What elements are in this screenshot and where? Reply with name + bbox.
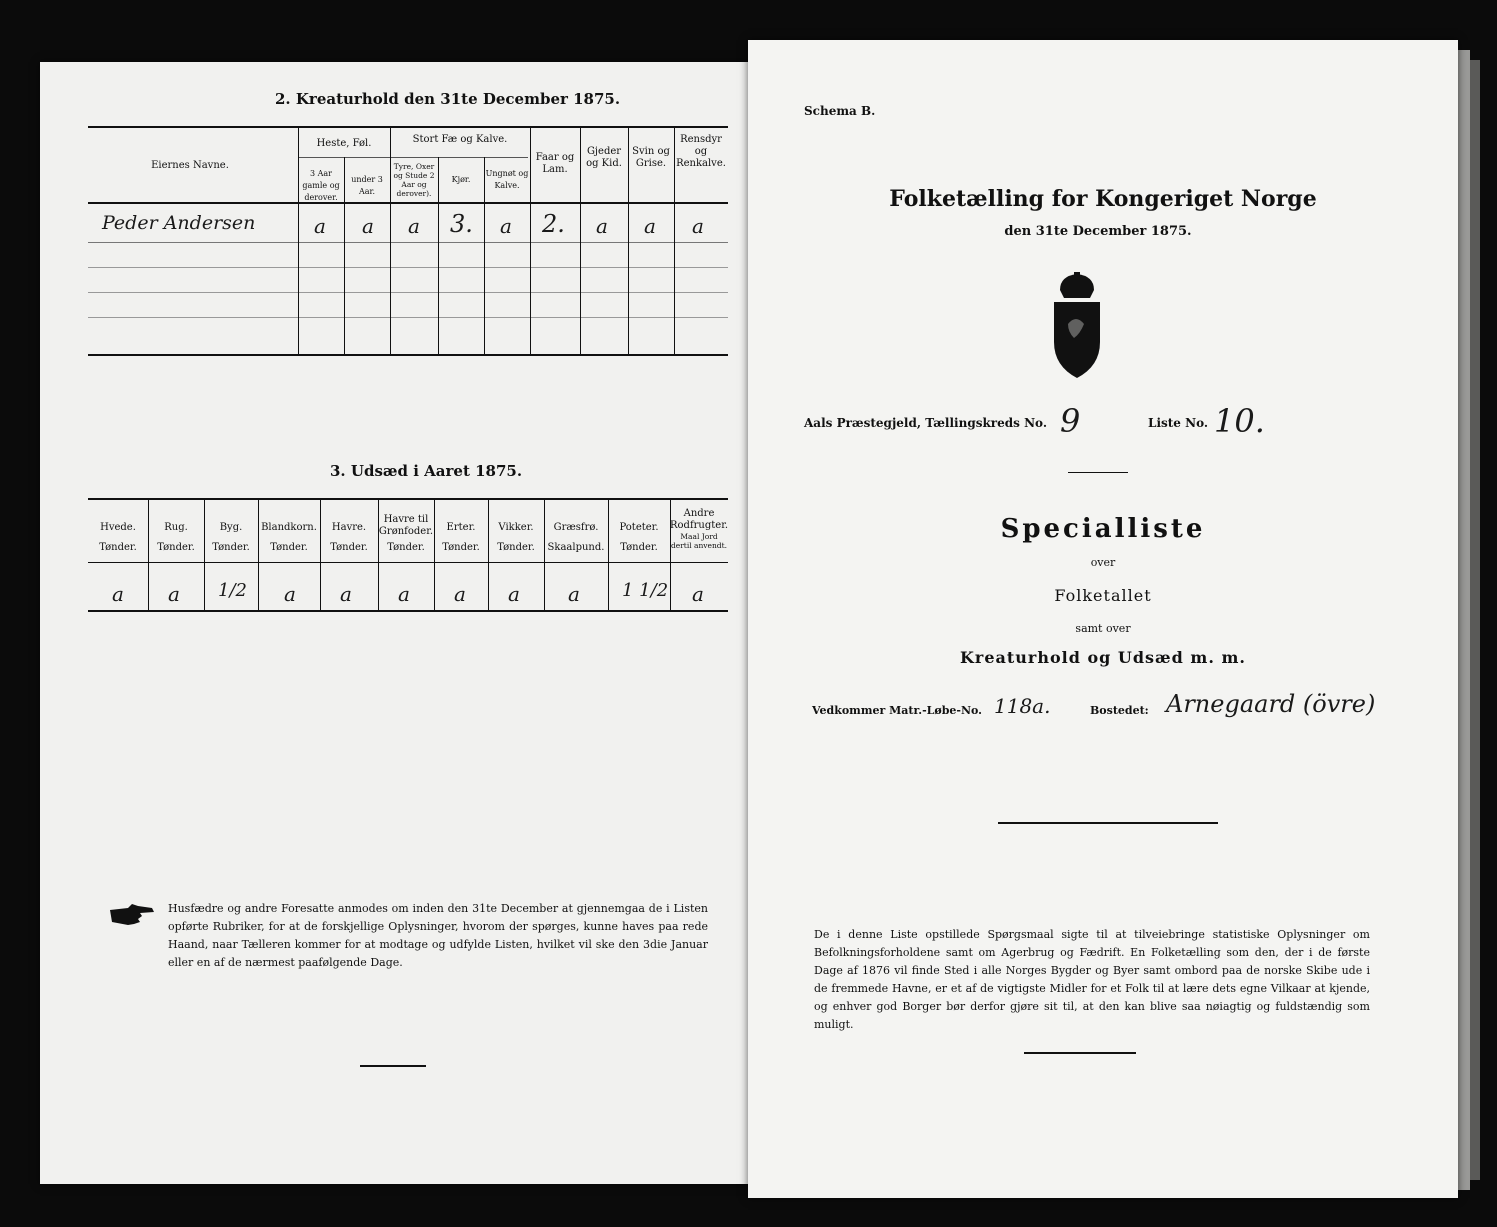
udsaed-value: 1/2 xyxy=(218,580,247,601)
udsaed-header: Vikker. xyxy=(498,522,534,533)
udsaed-unit: Skaalpund. xyxy=(547,542,605,553)
kreatur-value: a xyxy=(408,214,420,238)
matr-number: 118a. xyxy=(994,694,1051,718)
udsaed-unit: Tønder. xyxy=(270,542,308,553)
samt-over-text: samt over xyxy=(1075,622,1131,635)
stort-sub-3: Ungnøt og Kalve. xyxy=(485,169,529,190)
udsaed-unit: Tønder. xyxy=(620,542,658,553)
udsaed-value: a xyxy=(112,582,124,606)
udsaed-value: 1 1/2 xyxy=(622,580,669,601)
kreatur-value: 2. xyxy=(542,210,565,238)
prestegjeld-label: Aals Præstegjeld, Tællingskreds No. xyxy=(804,416,1048,430)
divider xyxy=(1068,472,1128,473)
divider xyxy=(998,822,1218,824)
pointing-hand-icon xyxy=(108,902,156,928)
specialliste-title: Specialliste xyxy=(1000,514,1206,544)
kreatur-value: a xyxy=(500,214,512,238)
gjeder-header: Gjeder og Kid. xyxy=(586,146,622,169)
udsaed-value: a xyxy=(568,582,580,606)
svin-header: Svin og Grise. xyxy=(632,146,670,169)
heste-header: Heste, Føl. xyxy=(316,138,372,149)
schema-label: Schema B. xyxy=(804,104,876,118)
udsaed-value: a xyxy=(454,582,466,606)
section2-title: 2. Kreaturhold den 31te December 1875. xyxy=(275,90,621,108)
notice-left: Husfædre og andre Foresatte anmodes om inden den 31te December at gjennemgaa de i Listen opførte Rubriker, for at de forskjellige Oplysninger, hvorom der spørges, kunne haves paa rede Haand, naar Tælleren kommer for at modtage og udfylde Listen, hvilket vil ske den 3die Januar eller en af de nærmest paafølgende Dage. xyxy=(168,902,708,969)
kreatur-value: a xyxy=(362,214,374,238)
udsaed-value: a xyxy=(398,582,410,606)
udsaed-unit: Tønder. xyxy=(497,542,535,553)
udsaed-header: Erter. xyxy=(446,522,476,533)
divider xyxy=(360,1065,426,1067)
kreatur-value: 3. xyxy=(450,210,473,238)
page-stack-edge xyxy=(1470,60,1480,1180)
udsaed-unit: Tønder. xyxy=(157,542,195,553)
coat-of-arms-icon xyxy=(1048,272,1106,380)
udsaed-value: a xyxy=(340,582,352,606)
udsaed-unit: Tønder. xyxy=(99,542,137,553)
bostedet-label: Bostedet: xyxy=(1090,704,1149,717)
udsaed-header: Andre Rodfrugter. xyxy=(670,508,729,531)
notice-right: De i denne Liste opstillede Spørgsmaal sigte til at tilveiebringe statistiske Oplysninger om Befolkningsforholdene samt om Agerbrug og Fædrift. En Folketælling som den, der i de første Dage af 1876 vil finde Sted i alle Norges Bygder og Byer samt ombord paa de norske Skibe ude i de fremmede Havne, er et af de vigtigste Midler for et Folk til at lære dets egne Vilkaar at kjende, og enhver god Borger bør derfor gjøre sit til, at den kan blive saa nøiagtig og fuldstændig som muligt. xyxy=(814,928,1370,1031)
heste-sub-2: under 3 Aar. xyxy=(351,175,383,196)
udsaed-unit: Tønder. xyxy=(387,542,425,553)
udsaed-header: Havre til Grønfoder. xyxy=(378,514,434,537)
udsaed-value: a xyxy=(168,582,180,606)
folketallet-title: Folketallet xyxy=(1054,586,1152,605)
udsaed-unit: Maal Jord dertil anvendt. xyxy=(670,532,728,550)
udsaed-unit: Tønder. xyxy=(212,542,250,553)
kreatur-value: a xyxy=(692,214,704,238)
udsaed-header: Rug. xyxy=(164,522,188,533)
stort-sub-2: Kjør. xyxy=(451,175,471,184)
page-stack-edge xyxy=(1458,50,1470,1190)
udsaed-header: Græsfrø. xyxy=(553,522,599,533)
faar-header: Faar og Lam. xyxy=(535,152,575,175)
udsaed-value: a xyxy=(508,582,520,606)
matr-label: Vedkommer Matr.-Løbe-No. xyxy=(812,704,982,717)
census-date: den 31te December 1875. xyxy=(1004,224,1192,239)
rensdyr-header: Rensdyr og Renkalve. xyxy=(676,134,726,169)
kreatur-value: a xyxy=(644,214,656,238)
bostedet-value: Arnegaard (övre) xyxy=(1166,690,1376,718)
divider xyxy=(1024,1052,1136,1054)
liste-number: 10. xyxy=(1214,402,1265,440)
udsaed-header: Poteter. xyxy=(619,522,659,533)
udsaed-header: Byg. xyxy=(219,522,243,533)
kreaturhold-title: Kreaturhold og Udsæd m. m. xyxy=(960,648,1246,667)
kreds-number: 9 xyxy=(1060,402,1081,440)
stort-sub-1: Tyre, Oxer og Stude 2 Aar og derover). xyxy=(393,162,435,198)
liste-label: Liste No. xyxy=(1148,416,1209,430)
left-page xyxy=(40,62,748,1184)
udsaed-unit: Tønder. xyxy=(330,542,368,553)
kreatur-value: a xyxy=(314,214,326,238)
udsaed-header: Blandkorn. xyxy=(261,522,317,533)
udsaed-header: Havre. xyxy=(331,522,367,533)
over-text: over xyxy=(1090,556,1116,569)
main-title: Folketælling for Kongeriget Norge xyxy=(889,186,1317,212)
udsaed-value: a xyxy=(692,582,704,606)
heste-sub-1: 3 Aar gamle og derover. xyxy=(302,169,340,202)
owner-header: Eiernes Navne. xyxy=(151,160,229,171)
udsaed-unit: Tønder. xyxy=(442,542,480,553)
udsaed-header: Hvede. xyxy=(100,522,136,533)
section3-title: 3. Udsæd i Aaret 1875. xyxy=(330,462,523,480)
owner-name: Peder Andersen xyxy=(102,212,256,234)
stort-header: Stort Fæ og Kalve. xyxy=(412,134,508,145)
kreatur-value: a xyxy=(596,214,608,238)
udsaed-value: a xyxy=(284,582,296,606)
right-page xyxy=(748,40,1458,1198)
